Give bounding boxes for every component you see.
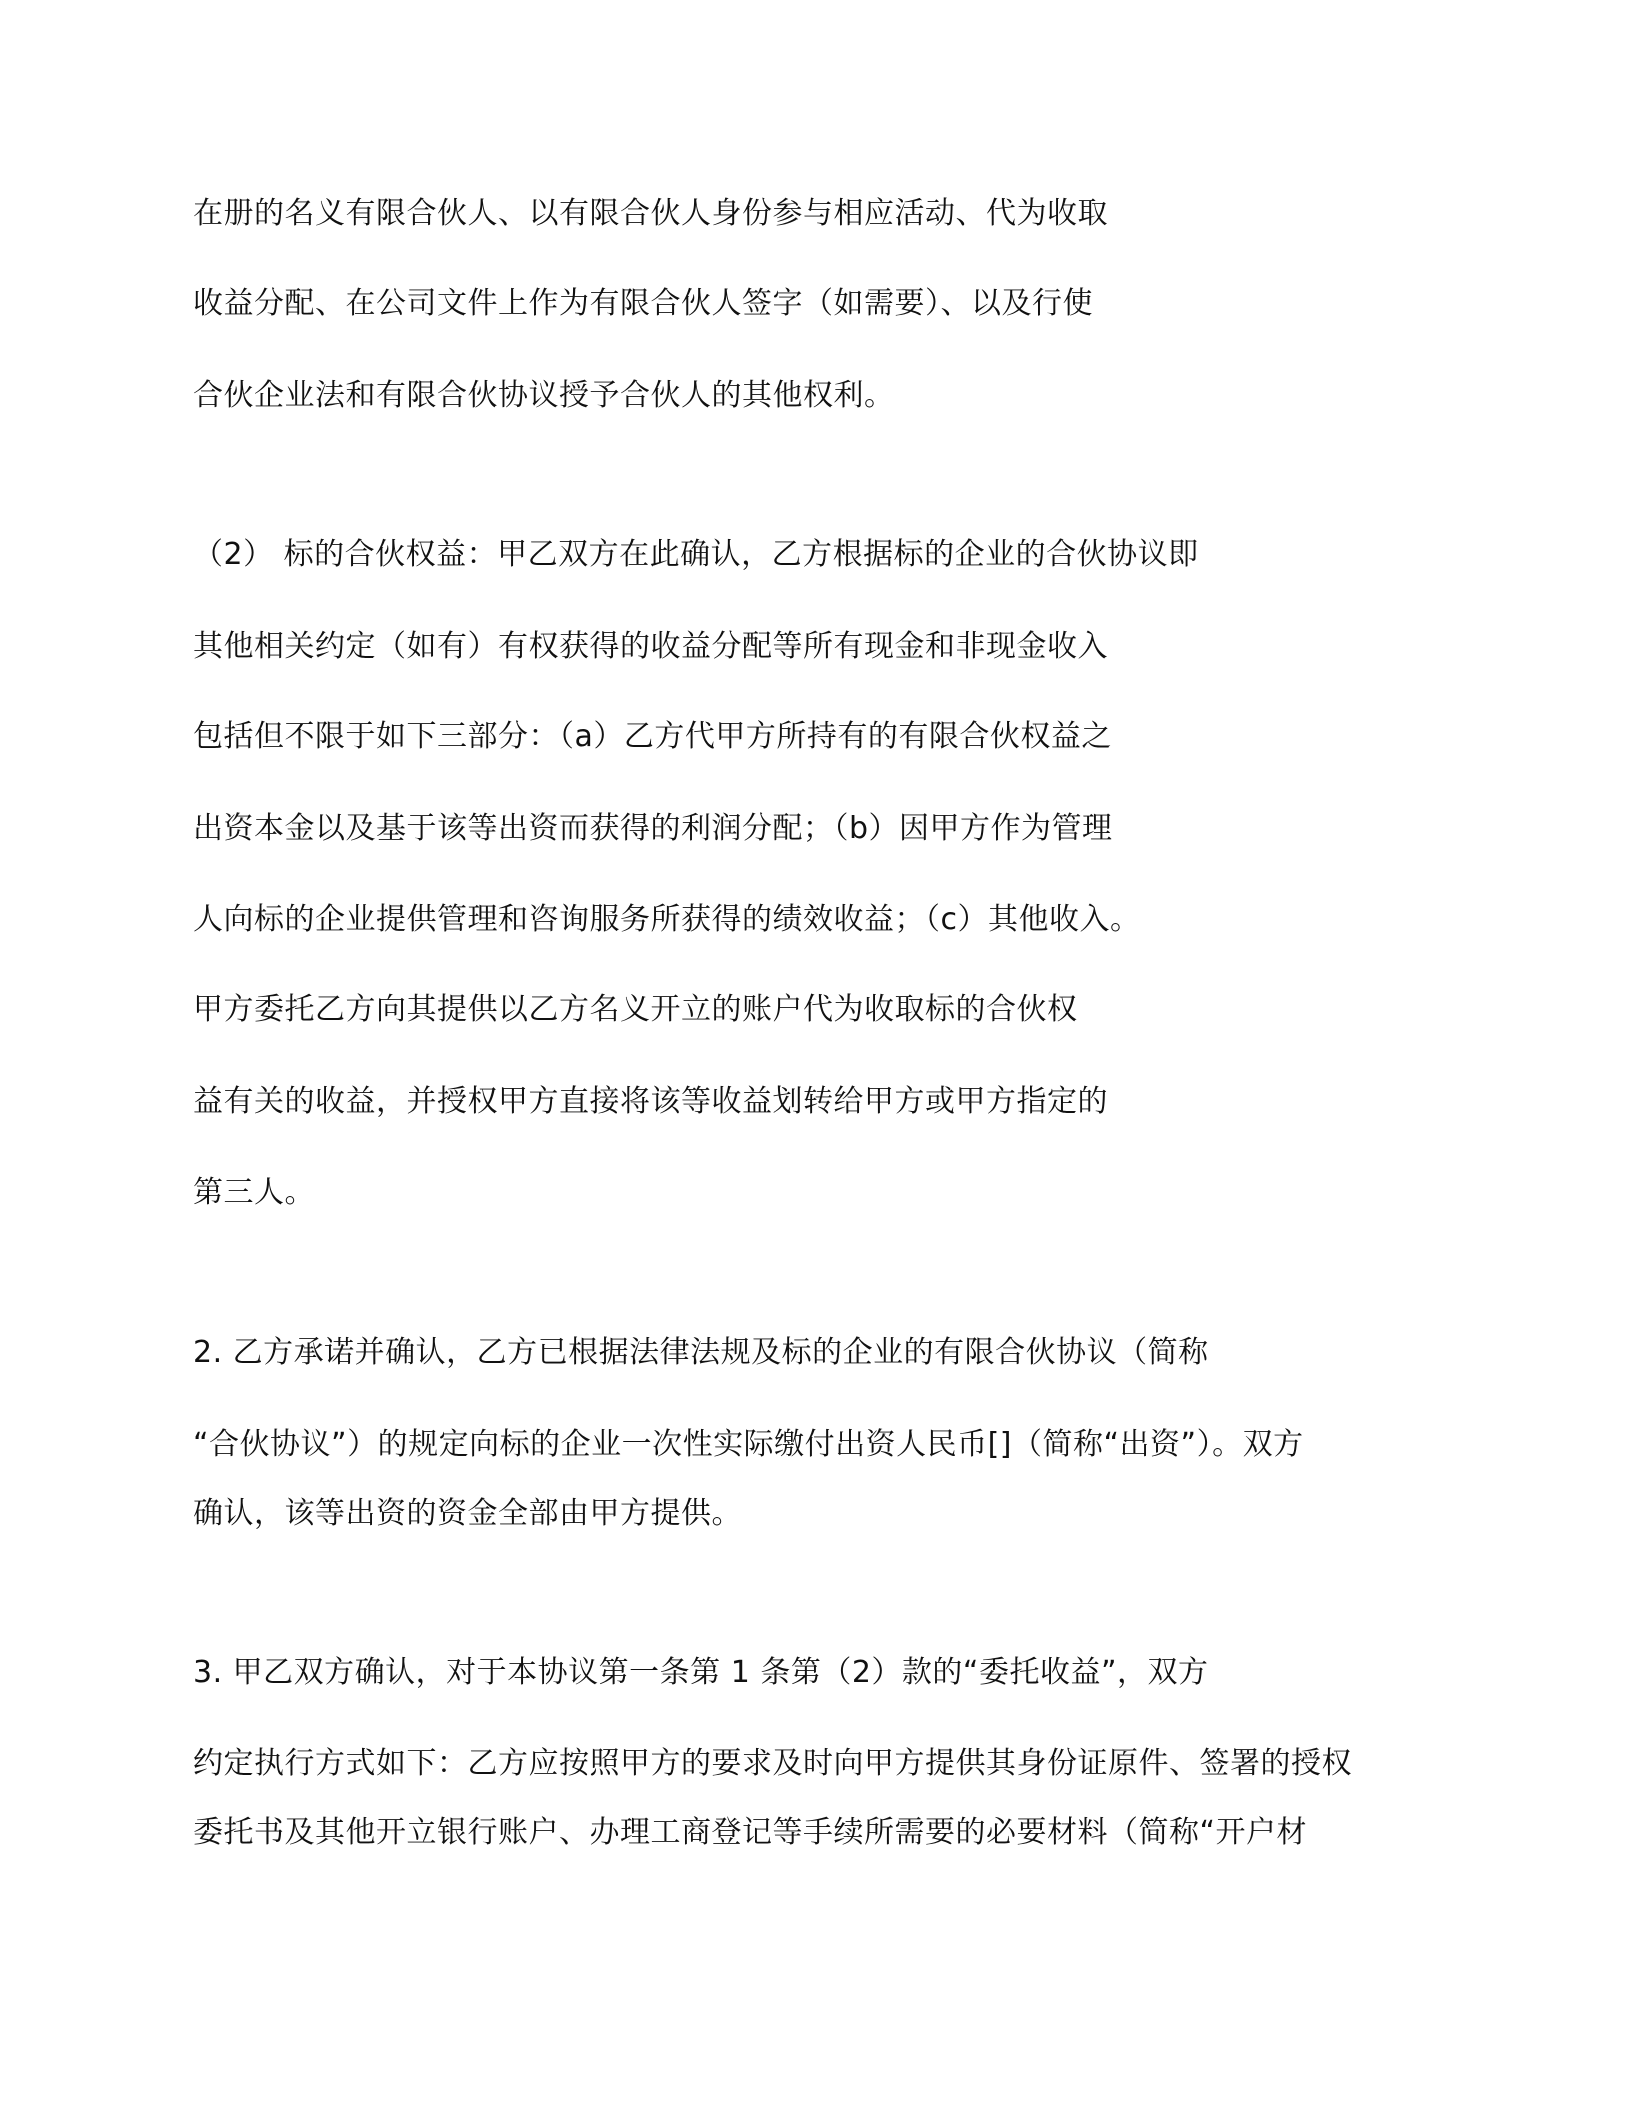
text-line: 人向标的企业提供管理和咨询服务所获得的绩效收益；（c）其他收入。 (193, 902, 1141, 937)
text-line: 约定执行方式如下：乙方应按照甲方的要求及时向甲方提供其身份证原件、签署的授权 (193, 1746, 1352, 1781)
text-line: 确认，该等出资的资金全部由甲方提供。 (193, 1496, 742, 1531)
text-line: 益有关的收益，并授权甲方直接将该等收益划转给甲方或甲方指定的 (193, 1084, 1108, 1119)
text-line: 收益分配、在公司文件上作为有限合伙人签字（如需要）、以及行使 (193, 286, 1093, 321)
text-line: 甲方委托乙方向其提供以乙方名义开立的账户代为收取标的合伙权 (193, 992, 1078, 1027)
text-line: 2. 乙方承诺并确认，乙方已根据法律法规及标的企业的有限合伙协议（简称 (193, 1335, 1209, 1370)
text-line: 包括但不限于如下三部分：（a）乙方代甲方所持有的有限合伙权益之 (193, 719, 1112, 754)
text-line: “合伙协议”）的规定向标的企业一次性实际缴付出资人民币[]（简称“出资”）。双方 (193, 1427, 1304, 1462)
text-line: 3. 甲乙双方确认，对于本协议第一条第 1 条第（2）款的“委托收益”，双方 (193, 1655, 1209, 1690)
text-line: 第三人。 (193, 1175, 315, 1210)
text-line: 出资本金以及基于该等出资而获得的利润分配；（b）因甲方作为管理 (193, 811, 1113, 846)
text-line: （2） 标的合伙权益：甲乙双方在此确认，乙方根据标的企业的合伙协议即 (193, 537, 1199, 572)
text-line: 其他相关约定（如有）有权获得的收益分配等所有现金和非现金收入 (193, 629, 1108, 664)
text-line: 委托书及其他开立银行账户、办理工商登记等手续所需要的必要材料（简称“开户材 (193, 1815, 1308, 1850)
text-line: 在册的名义有限合伙人、以有限合伙人身份参与相应活动、代为收取 (193, 196, 1108, 231)
text-line: 合伙企业法和有限合伙协议授予合伙人的其他权利。 (193, 378, 895, 413)
